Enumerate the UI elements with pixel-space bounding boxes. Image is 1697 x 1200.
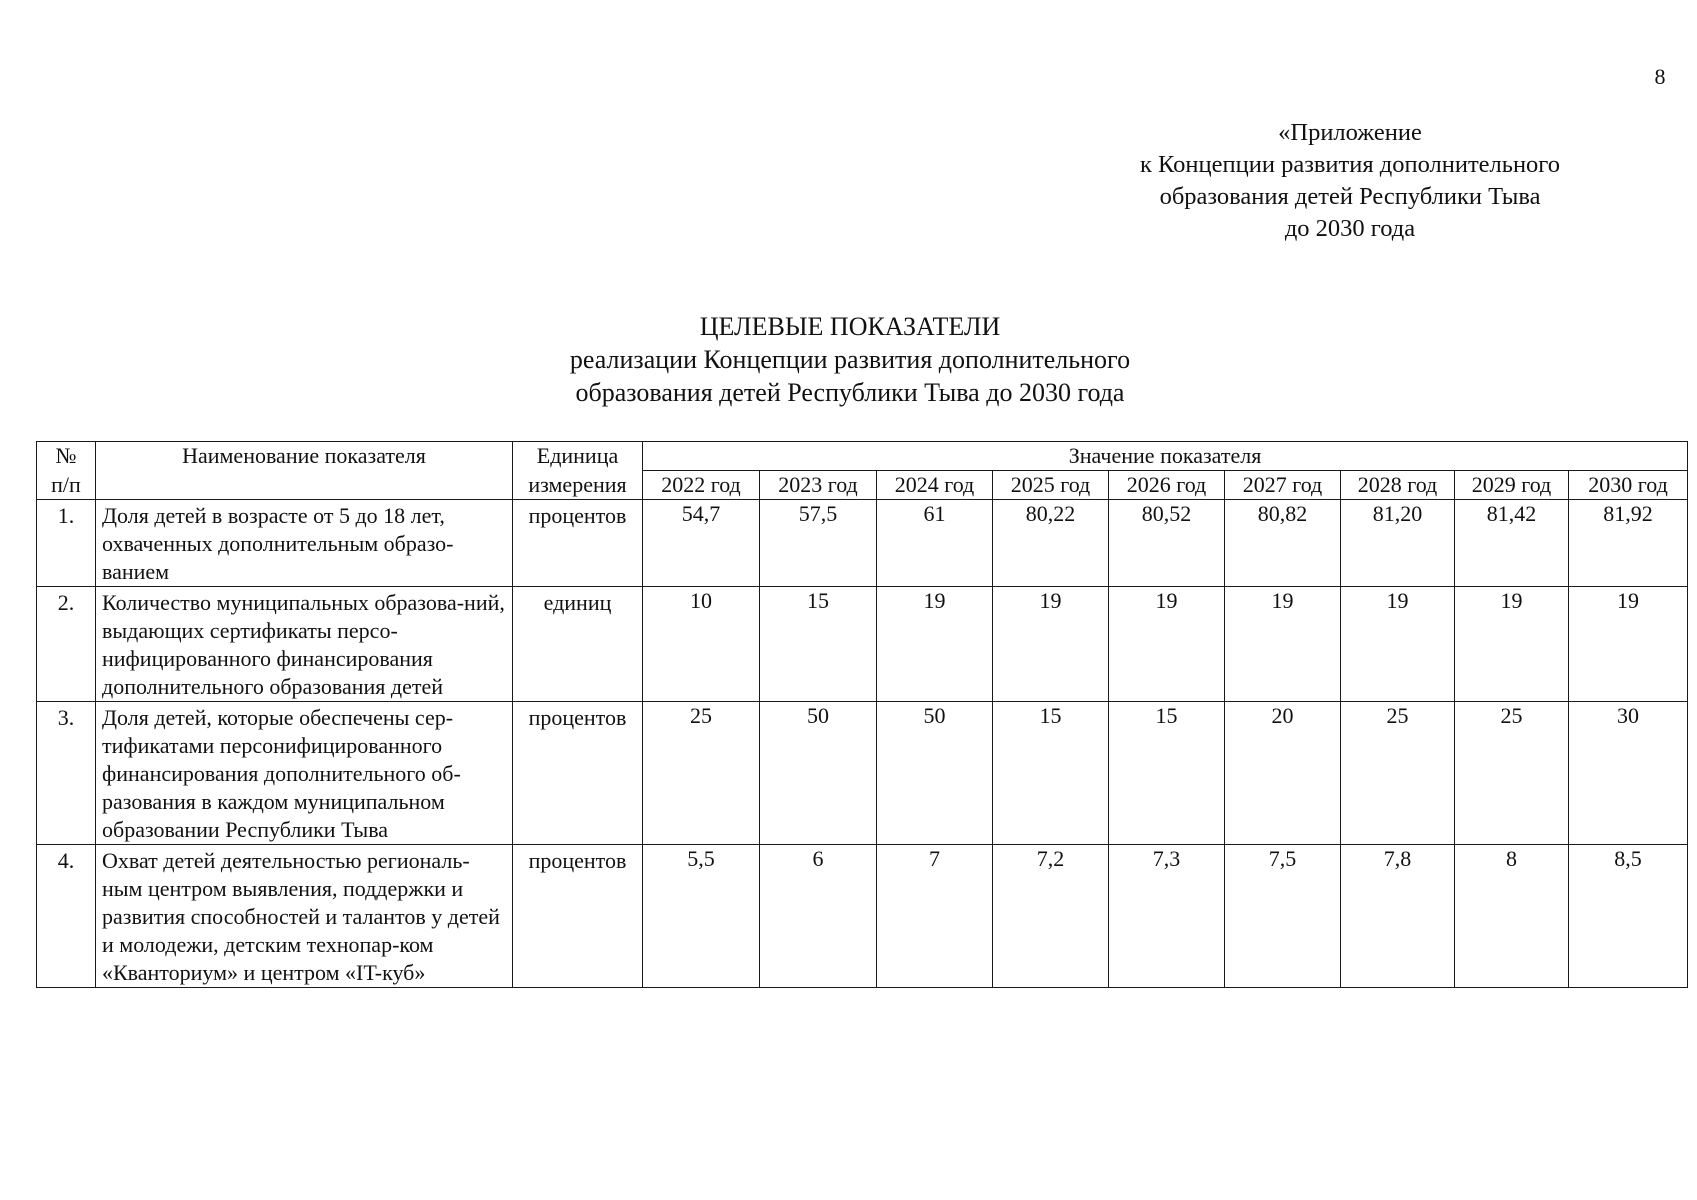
unit-cell: процентов <box>513 500 643 587</box>
value-cell: 19 <box>1225 587 1341 702</box>
table-row <box>37 587 1688 702</box>
value-cell: 19 <box>1341 587 1455 702</box>
value-cell: 7,3 <box>1109 845 1225 988</box>
value-cell: 80,52 <box>1109 500 1225 587</box>
page-number: 8 <box>1654 64 1666 89</box>
header-row <box>37 471 1688 500</box>
header-year: 2024 год <box>877 471 993 500</box>
value-cell: 81,42 <box>1455 500 1569 587</box>
appendix-line: образования детей Республики Тыва <box>1159 183 1541 210</box>
header-name: Наименование показателя <box>96 442 513 471</box>
appendix-line: к Концепции развития дополнительного <box>1140 151 1560 178</box>
value-cell: 15 <box>760 587 877 702</box>
table-row <box>37 845 1688 988</box>
appendix-line: «Приложение <box>1278 119 1422 146</box>
value-cell: 61 <box>877 500 993 587</box>
value-cell: 25 <box>1341 702 1455 845</box>
value-cell: 50 <box>877 702 993 845</box>
appendix-line: до 2030 года <box>1284 215 1416 242</box>
row-number: 2. <box>37 587 96 702</box>
header-year: 2029 год <box>1455 471 1569 500</box>
header-unit: Единица <box>513 442 643 471</box>
indicator-name: Доля детей в возрасте от 5 до 18 лет, охваченных дополнительным образо-ванием <box>96 500 513 587</box>
row-number: 1. <box>37 500 96 587</box>
header-num: № <box>37 442 96 471</box>
indicator-name: Доля детей, которые обеспечены сер-тификатами персонифицированного финансирования дополнительного об-разования в каждом муниципальном образовании Республики Тыва <box>96 702 513 845</box>
value-cell: 80,22 <box>993 500 1109 587</box>
unit-cell: процентов <box>513 845 643 988</box>
value-cell: 7,8 <box>1341 845 1455 988</box>
value-cell: 20 <box>1225 702 1341 845</box>
title-subline: реализации Концепции развития дополнительного <box>569 345 1131 374</box>
table-row <box>37 702 1688 845</box>
indicators-table <box>36 441 1688 988</box>
title-main: ЦЕЛЕВЫЕ ПОКАЗАТЕЛИ <box>699 312 1001 341</box>
appendix-header <box>1100 117 1600 245</box>
value-cell: 7 <box>877 845 993 988</box>
title-subline: образования детей Республики Тыва до 2030 года <box>575 378 1125 407</box>
header-year: 2027 год <box>1225 471 1341 500</box>
value-cell: 15 <box>993 702 1109 845</box>
value-cell: 25 <box>1455 702 1569 845</box>
row-number: 3. <box>37 702 96 845</box>
value-cell: 15 <box>1109 702 1225 845</box>
value-cell: 19 <box>877 587 993 702</box>
value-cell: 5,5 <box>643 845 760 988</box>
value-cell: 54,7 <box>643 500 760 587</box>
header-name-sub <box>96 471 513 500</box>
value-cell: 8 <box>1455 845 1569 988</box>
value-cell: 6 <box>760 845 877 988</box>
row-number: 4. <box>37 845 96 988</box>
header-year: 2022 год <box>643 471 760 500</box>
value-cell: 19 <box>993 587 1109 702</box>
unit-cell: процентов <box>513 702 643 845</box>
value-cell: 50 <box>760 702 877 845</box>
header-year: 2025 год <box>993 471 1109 500</box>
value-cell: 30 <box>1569 702 1688 845</box>
value-cell: 7,2 <box>993 845 1109 988</box>
value-cell: 81,92 <box>1569 500 1688 587</box>
value-cell: 19 <box>1455 587 1569 702</box>
header-year: 2028 год <box>1341 471 1455 500</box>
value-cell: 10 <box>643 587 760 702</box>
header-num-sub: п/п <box>37 471 96 500</box>
value-cell: 8,5 <box>1569 845 1688 988</box>
header-year: 2023 год <box>760 471 877 500</box>
header-unit-sub: измерения <box>513 471 643 500</box>
header-row <box>37 442 1688 471</box>
indicator-name: Охват детей деятельностью региональ-ным центром выявления, поддержки и развития способностей и талантов у детей и молодежи, детским технопар-ком «Кванториум» и центром «IT-куб» <box>96 845 513 988</box>
value-cell: 19 <box>1109 587 1225 702</box>
value-cell: 81,20 <box>1341 500 1455 587</box>
value-cell: 57,5 <box>760 500 877 587</box>
value-cell: 19 <box>1569 587 1688 702</box>
value-cell: 80,82 <box>1225 500 1341 587</box>
value-cell: 7,5 <box>1225 845 1341 988</box>
unit-cell: единиц <box>513 587 643 702</box>
indicator-name: Количество муниципальных образова-ний, выдающих сертификаты персо-нифицированного финансирования дополнительного образования детей <box>96 587 513 702</box>
value-cell: 25 <box>643 702 760 845</box>
document-title <box>500 310 1200 409</box>
header-year: 2030 год <box>1569 471 1688 500</box>
table-row <box>37 500 1688 587</box>
header-year: 2026 год <box>1109 471 1225 500</box>
header-values-group: Значение показателя <box>643 442 1688 471</box>
